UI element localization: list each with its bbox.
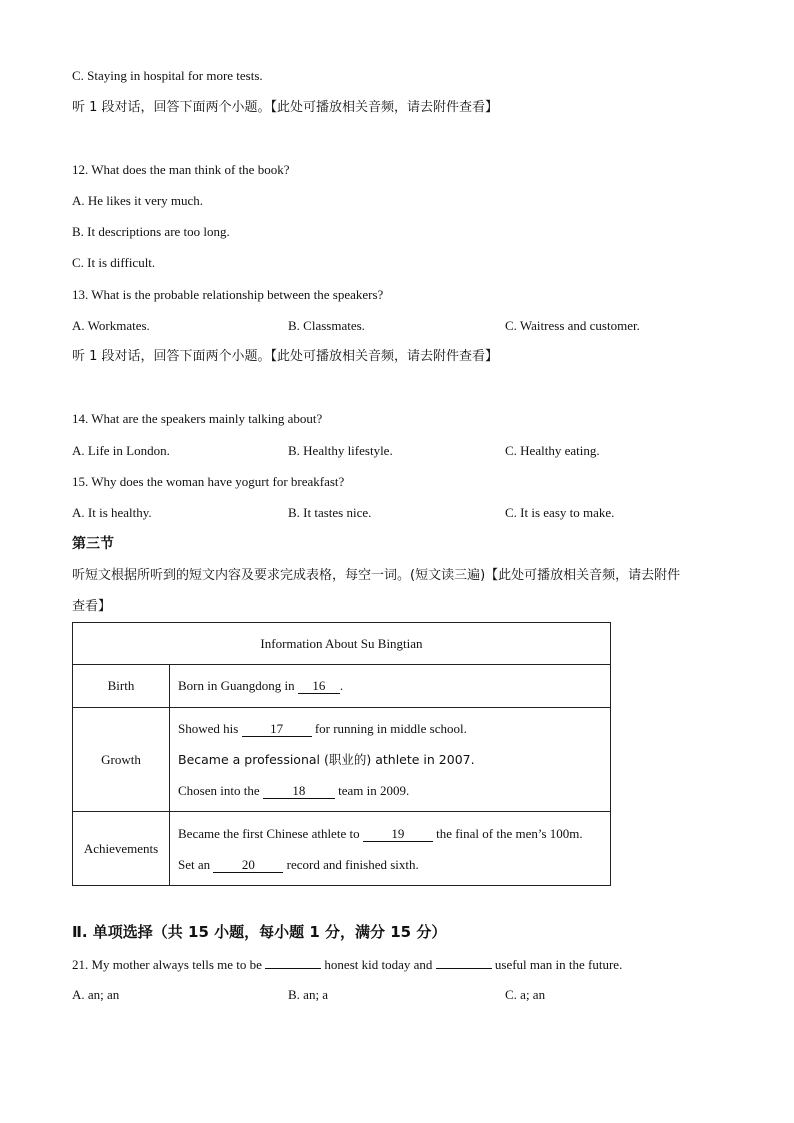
info-table (72, 622, 611, 886)
achievements-text: record and finished sixth. (283, 856, 419, 872)
achievements-line-2 (178, 849, 610, 880)
q12-option-a: A. He likes it very much. (72, 193, 204, 208)
answer-blank-16: 16 (298, 678, 340, 694)
q15-question: 15. Why does the woman have yogurt for breakfast? (72, 474, 345, 489)
q15-option-b: B. It tastes nice. (288, 505, 372, 520)
birth-text: Born in Guangdong in (178, 678, 298, 693)
q13-option-a: A. Workmates. (72, 318, 150, 333)
q21-option-a: A. an; an (72, 987, 120, 1002)
table-row-achievements (73, 812, 611, 886)
answer-blank-17: 17 (242, 721, 312, 737)
growth-line-3 (178, 775, 610, 806)
row-label-achievements: Achievements (73, 812, 170, 886)
achievements-text: the final of the men’s 100m. (432, 825, 583, 841)
q21-text: useful man in the future. (491, 957, 623, 972)
answer-blank-19: 19 (363, 826, 433, 842)
q14-question: 14. What are the speakers mainly talking about? (72, 411, 323, 426)
answer-blank-20: 20 (213, 857, 283, 873)
q13-option-c: C. Waitress and customer. (505, 318, 640, 333)
growth-text: team in 2009. (334, 783, 410, 798)
q21-option-c: C. a; an (505, 987, 546, 1002)
growth-text: Chosen into the (178, 783, 263, 798)
achievements-line-1 (178, 818, 610, 849)
q11-option-c: C. Staying in hospital for more tests. (72, 68, 263, 83)
achievements-content (170, 812, 611, 886)
birth-text-end: . (339, 678, 344, 693)
q21-text: 21. My mother always tells me to be (72, 957, 266, 972)
q12-option-b: B. It descriptions are too long. (72, 224, 230, 239)
row-label-growth: Growth (73, 708, 170, 812)
q14-option-c: C. Healthy eating. (505, 443, 600, 458)
table-title-row (73, 623, 611, 665)
growth-line-2: Became a professional (职业的) athlete in 2007. (178, 752, 475, 767)
q13-option-b: B. Classmates. (288, 318, 365, 333)
q21-option-b: B. an; a (288, 987, 329, 1002)
achievements-text: Set an (178, 856, 214, 872)
q21-blank-2 (436, 955, 492, 969)
q21-blank-1 (265, 955, 321, 969)
q21-question (72, 955, 622, 974)
section-title: 第三节 (72, 536, 114, 552)
q13-question: 13. What is the probable relationship between the speakers? (72, 287, 384, 302)
table-row-growth (73, 708, 611, 812)
q15-option-a: A. It is healthy. (72, 505, 152, 520)
growth-text: for running in middle school. (311, 721, 467, 736)
q14-option-a: A. Life in London. (72, 443, 170, 458)
q12-option-c: C. It is difficult. (72, 255, 156, 270)
listening-instruction: 听 1 段对话，回答下面两个小题。【此处可播放相关音频，请去附件查看】 (72, 349, 499, 364)
achievements-text: Became the first Chinese athlete to (178, 825, 363, 841)
growth-line-1 (178, 713, 610, 744)
q21-text: honest kid today and (321, 957, 436, 972)
q12-question: 12. What does the man think of the book? (72, 162, 290, 177)
listening-instruction: 听 1 段对话，回答下面两个小题。【此处可播放相关音频，请去附件查看】 (72, 100, 499, 115)
growth-text: Showed his (178, 721, 242, 736)
section-instruction-cont: 查看】 (72, 599, 112, 614)
answer-blank-18: 18 (263, 783, 335, 799)
q14-option-b: B. Healthy lifestyle. (288, 443, 393, 458)
table-row-birth (73, 665, 611, 708)
part2-heading: Ⅱ. 单项选择（共 15 小题，每小题 1 分，满分 15 分） (72, 923, 447, 941)
table-title: Information About Su Bingtian (73, 623, 611, 665)
birth-content (170, 665, 611, 708)
section-instruction: 听短文根据所听到的短文内容及要求完成表格，每空一词。(短文读三遍)【此处可播放相关音频，请去附件 (72, 568, 681, 583)
growth-content (170, 708, 611, 812)
row-label-birth: Birth (73, 665, 170, 708)
q15-option-c: C. It is easy to make. (505, 505, 615, 520)
